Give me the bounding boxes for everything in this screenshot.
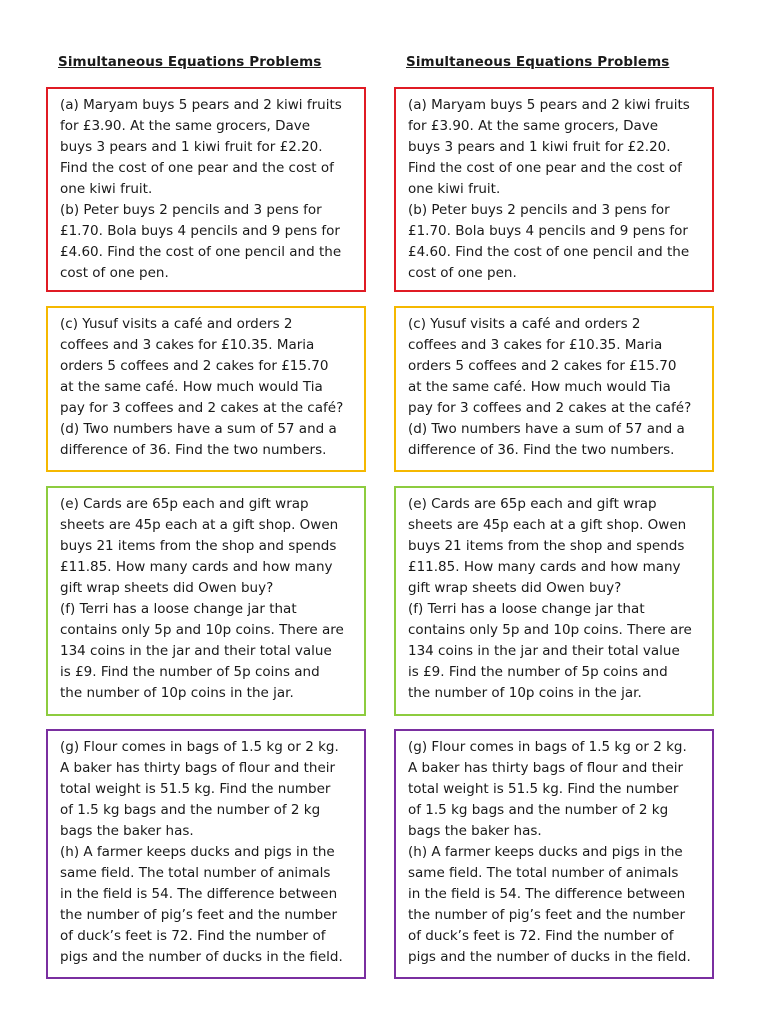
problem-line: for £3.90. At the same grocers, Dave xyxy=(408,118,659,134)
problem-line: (g) Flour comes in bags of 1.5 kg or 2 kg. xyxy=(408,739,687,755)
problem-card-g-h xyxy=(394,729,714,979)
problem-line: buys 21 items from the shop and spends xyxy=(408,538,685,554)
worksheet-title: Simultaneous Equations Problems xyxy=(58,54,322,70)
problem-line: is £9. Find the number of 5p coins and xyxy=(408,664,668,680)
problem-line: buys 21 items from the shop and spends xyxy=(60,538,337,554)
problem-line: is £9. Find the number of 5p coins and xyxy=(60,664,320,680)
problem-line: (e) Cards are 65p each and gift wrap xyxy=(408,496,657,512)
problem-card-e-f xyxy=(394,486,714,716)
problem-line: the number of pig’s feet and the number xyxy=(408,907,686,923)
problem-line: Find the cost of one pear and the cost of xyxy=(60,160,334,176)
problem-line: same field. The total number of animals xyxy=(60,865,331,881)
problem-line: gift wrap sheets did Owen buy? xyxy=(60,580,274,596)
problem-line: pigs and the number of ducks in the field. xyxy=(408,949,691,965)
problem-line: total weight is 51.5 kg. Find the number xyxy=(60,781,331,797)
problem-line: of 1.5 kg bags and the number of 2 kg xyxy=(60,802,321,818)
worksheet-title: Simultaneous Equations Problems xyxy=(406,54,670,70)
problem-line: of duck’s feet is 72. Find the number of xyxy=(408,928,674,944)
problem-line: (a) Maryam buys 5 pears and 2 kiwi fruits xyxy=(60,97,342,113)
problem-line: of 1.5 kg bags and the number of 2 kg xyxy=(408,802,669,818)
problem-line: £1.70. Bola buys 4 pencils and 9 pens for xyxy=(408,223,688,239)
problem-line: orders 5 coffees and 2 cakes for £15.70 xyxy=(408,358,677,374)
problem-line: (b) Peter buys 2 pencils and 3 pens for xyxy=(408,202,670,218)
problem-line: (h) A farmer keeps ducks and pigs in the xyxy=(60,844,335,860)
problem-line: contains only 5p and 10p coins. There are xyxy=(60,622,344,638)
problem-card-a-b xyxy=(394,87,714,292)
problem-line: coffees and 3 cakes for £10.35. Maria xyxy=(60,337,315,353)
problem-line: bags the baker has. xyxy=(408,823,542,839)
problem-line: pigs and the number of ducks in the field. xyxy=(60,949,343,965)
problem-line: £4.60. Find the cost of one pencil and the xyxy=(408,244,690,260)
problem-line: (e) Cards are 65p each and gift wrap xyxy=(60,496,309,512)
problem-line: £11.85. How many cards and how many xyxy=(408,559,681,575)
problem-line: of duck’s feet is 72. Find the number of xyxy=(60,928,326,944)
problem-line: one kiwi fruit. xyxy=(60,181,153,197)
problem-line: gift wrap sheets did Owen buy? xyxy=(408,580,622,596)
problem-line: (a) Maryam buys 5 pears and 2 kiwi fruits xyxy=(408,97,690,113)
problem-line: pay for 3 coffees and 2 cakes at the café? xyxy=(408,400,692,416)
problem-line: £11.85. How many cards and how many xyxy=(60,559,333,575)
problem-line: cost of one pen. xyxy=(408,265,517,281)
problem-line: the number of pig’s feet and the number xyxy=(60,907,338,923)
problem-line: Find the cost of one pear and the cost of xyxy=(408,160,682,176)
problem-line: bags the baker has. xyxy=(60,823,194,839)
problem-line: (d) Two numbers have a sum of 57 and a xyxy=(408,421,685,437)
problem-line: cost of one pen. xyxy=(60,265,169,281)
problem-card-g-h xyxy=(46,729,366,979)
problem-card-e-f xyxy=(46,486,366,716)
problem-line: (f) Terri has a loose change jar that xyxy=(60,601,297,617)
problem-line: (f) Terri has a loose change jar that xyxy=(408,601,645,617)
problem-card-c-d xyxy=(46,306,366,472)
problem-line: at the same café. How much would Tia xyxy=(408,379,671,395)
problem-line: 134 coins in the jar and their total value xyxy=(60,643,332,659)
problem-line: sheets are 45p each at a gift shop. Owen xyxy=(60,517,339,533)
problem-line: (c) Yusuf visits a café and orders 2 xyxy=(60,316,293,332)
problem-line: same field. The total number of animals xyxy=(408,865,679,881)
problem-line: difference of 36. Find the two numbers. xyxy=(408,442,675,458)
problem-line: sheets are 45p each at a gift shop. Owen xyxy=(408,517,687,533)
problem-line: A baker has thirty bags of flour and their xyxy=(60,760,336,776)
problem-line: (g) Flour comes in bags of 1.5 kg or 2 kg. xyxy=(60,739,339,755)
problem-line: in the field is 54. The difference between xyxy=(408,886,686,902)
problem-line: £1.70. Bola buys 4 pencils and 9 pens for xyxy=(60,223,340,239)
problem-line: difference of 36. Find the two numbers. xyxy=(60,442,327,458)
problem-line: orders 5 coffees and 2 cakes for £15.70 xyxy=(60,358,329,374)
problem-line: buys 3 pears and 1 kiwi fruit for £2.20. xyxy=(60,139,323,155)
problem-line: at the same café. How much would Tia xyxy=(60,379,323,395)
problem-line: (c) Yusuf visits a café and orders 2 xyxy=(408,316,641,332)
problem-line: pay for 3 coffees and 2 cakes at the café? xyxy=(60,400,344,416)
problem-line: A baker has thirty bags of flour and their xyxy=(408,760,684,776)
problem-line: in the field is 54. The difference between xyxy=(60,886,338,902)
problem-line: (b) Peter buys 2 pencils and 3 pens for xyxy=(60,202,322,218)
problem-line: (h) A farmer keeps ducks and pigs in the xyxy=(408,844,683,860)
problem-card-c-d xyxy=(394,306,714,472)
problem-line: the number of 10p coins in the jar. xyxy=(60,685,294,701)
problem-line: for £3.90. At the same grocers, Dave xyxy=(60,118,311,134)
problem-line: total weight is 51.5 kg. Find the number xyxy=(408,781,679,797)
problem-line: £4.60. Find the cost of one pencil and the xyxy=(60,244,342,260)
problem-line: (d) Two numbers have a sum of 57 and a xyxy=(60,421,337,437)
problem-line: 134 coins in the jar and their total value xyxy=(408,643,680,659)
problem-line: coffees and 3 cakes for £10.35. Maria xyxy=(408,337,663,353)
problem-card-a-b xyxy=(46,87,366,292)
problem-line: contains only 5p and 10p coins. There are xyxy=(408,622,692,638)
problem-line: buys 3 pears and 1 kiwi fruit for £2.20. xyxy=(408,139,671,155)
problem-line: the number of 10p coins in the jar. xyxy=(408,685,642,701)
problem-line: one kiwi fruit. xyxy=(408,181,501,197)
